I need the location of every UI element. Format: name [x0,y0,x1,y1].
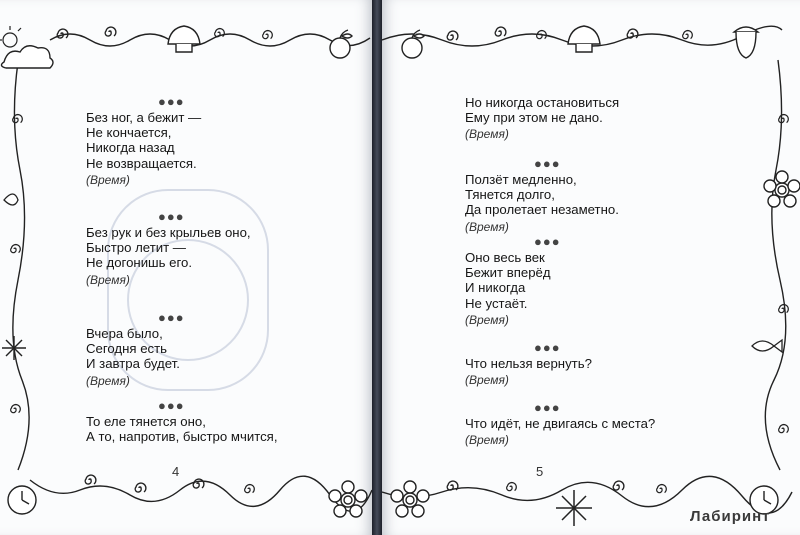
stanza-divider: ●●● [534,156,561,171]
stanza-divider: ●●● [158,398,185,413]
flower-icon [764,171,800,207]
riddle-line: Бежит вперёд [465,265,551,281]
stanza-divider: ●●● [534,234,561,249]
snowflake-icon [2,336,26,360]
riddle-line: И никогда [465,280,526,296]
stanza-divider: ●●● [158,310,185,325]
book-spine [372,0,382,535]
stanza-divider: ●●● [534,400,561,415]
leaf-icon [4,194,18,205]
flower-icon [391,481,429,517]
riddle-line: Вчера было, [86,326,163,341]
apple-icon [330,30,352,58]
riddle-line: И завтра будет. [86,356,180,372]
page-number: 5 [536,464,544,479]
riddle-line: То еле тянется оно, [86,414,206,429]
riddle-line: Быстро летит — [86,240,186,256]
riddle-line: Оно весь век [465,250,545,265]
riddle-line: Тянется долго, [465,187,555,203]
riddle-line: Что нельзя вернуть? [465,356,592,371]
clock-icon [8,486,36,514]
riddle-answer: (Время) [86,172,130,187]
riddle-line: Ему при этом не дано. [465,110,603,126]
riddle-answer: (Время) [465,312,509,327]
riddle-stanza [465,356,592,388]
watermark-label: Лабиринт [690,508,771,525]
right-page [382,0,800,535]
snowflake-icon [556,490,592,526]
mushroom-icon [568,26,600,52]
stanza-divider: ●●● [158,209,185,224]
riddle-answer: (Время) [465,219,509,234]
riddle-line: Не кончается, [86,125,172,141]
riddle-line: Сегодня есть [86,341,168,357]
riddle-stanza [465,416,655,448]
riddle-answer: (Время) [86,373,130,388]
page-number: 4 [172,464,180,479]
riddle-line: Без ног, а бежит — [86,110,202,125]
mushroom-icon [168,26,200,52]
fish-icon [752,340,782,352]
left-page [0,0,372,535]
riddle-answer: (Время) [465,127,509,142]
riddle-stanza [465,250,551,328]
riddle-line: Не устаёт. [465,295,528,311]
riddle-line: Без рук и без крыльев оно, [86,225,251,240]
riddle-line: Никогда назад [86,140,175,156]
riddle-stanza [465,95,619,143]
riddle-line: Не догонишь его. [86,255,193,271]
riddle-stanza [86,414,277,444]
riddle-line: Не возвращается. [86,155,197,171]
cloud-icon [1,46,53,68]
flower-icon [329,481,367,517]
riddle-line: Что идёт, не двигаясь с места? [465,416,656,431]
riddle-stanza [86,326,180,389]
right-page-border [382,0,800,535]
riddle-stanza [86,225,251,288]
riddle-line: Да пролетает незаметно. [465,202,619,218]
riddle-answer: (Время) [86,272,130,287]
stanza-divider: ●●● [534,340,561,355]
riddle-stanza [465,172,619,235]
riddle-line: А то, напротив, быстро мчится, [86,429,278,445]
riddle-line: Но никогда остановиться [465,95,620,110]
riddle-line: Ползёт медленно, [465,172,577,187]
riddle-answer: (Время) [465,373,509,388]
sun-icon [0,26,21,47]
acorn-icon [734,27,758,58]
stanza-divider: ●●● [158,94,185,109]
riddle-stanza [86,110,201,188]
riddle-answer: (Время) [465,433,509,448]
